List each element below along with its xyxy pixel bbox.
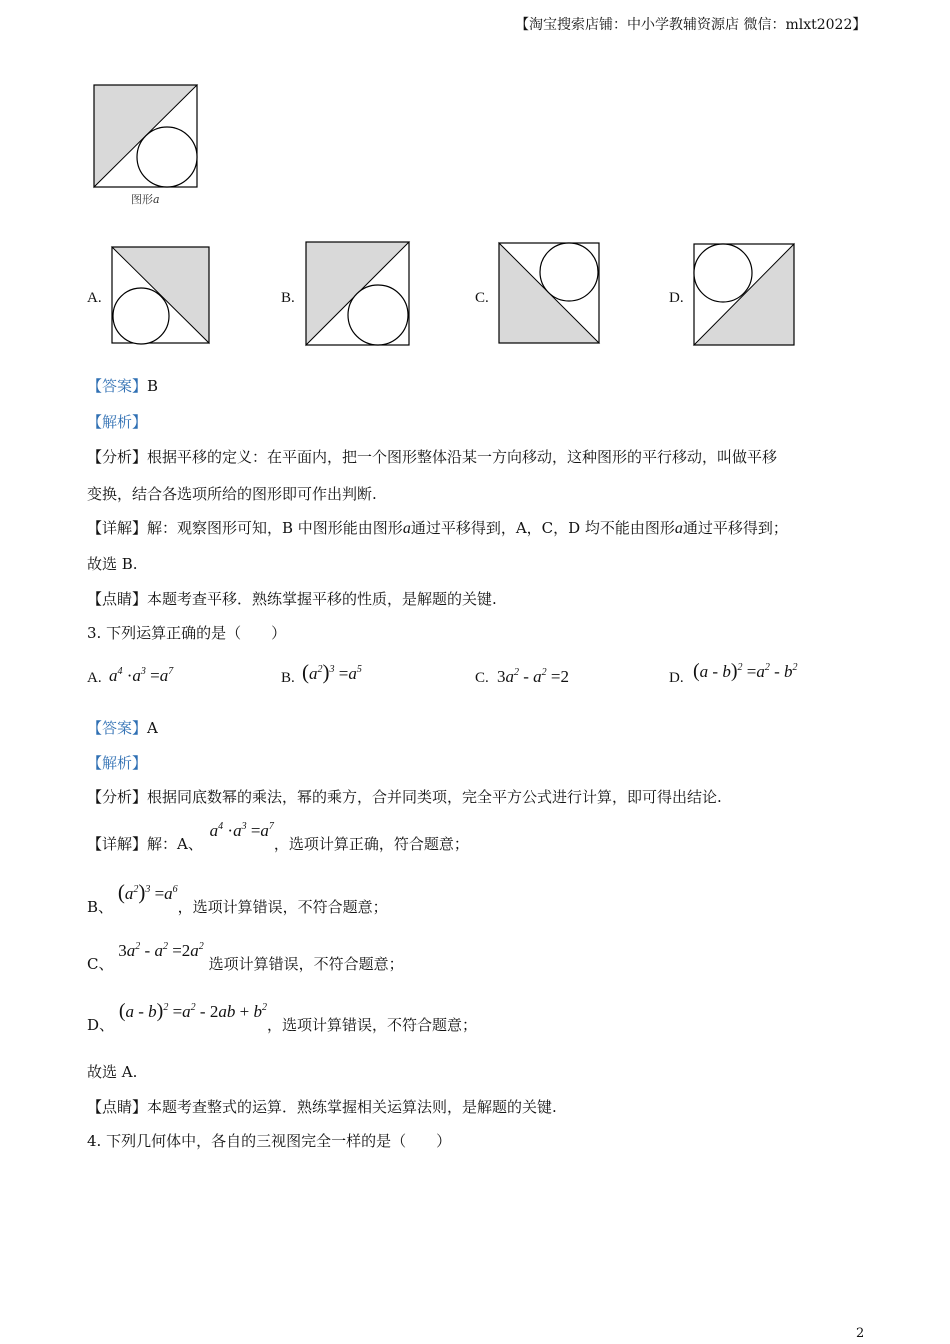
page-number: 2 (856, 1326, 865, 1341)
xiangjie-a-prefix: 解：A、 (147, 835, 203, 853)
xiangjie-tag: 【详解】 (87, 835, 148, 853)
xiangjie-b-formula: $(a^2)^3 =a^6$ (117, 880, 178, 904)
b-prefix: B、 (87, 898, 114, 916)
fenxi-text: 根据平移的定义：在平面内，把一个图形整体沿某一方向移动，这种图形的平行移动，叫做平移 (147, 448, 778, 466)
xiangjie-part2: 通过平移得到，A，C，D 均不能由图形 (410, 519, 675, 537)
q3-xiangjie-c (87, 940, 404, 973)
option-c-circle (540, 243, 598, 301)
q3-dianjing (87, 1096, 557, 1117)
q2-dianjing (87, 588, 497, 609)
fenxi-tag: 【分析】 (87, 448, 148, 466)
option-c-figure (498, 242, 601, 345)
q3-option-b-label: B. (281, 670, 295, 686)
figure-a (93, 84, 199, 189)
xiangjie-a-suffix: ，选项计算正确，符合题意； (273, 835, 469, 853)
q3-option-a-formula: $a^4 \cdot a^3 =a^7$ (109, 666, 174, 685)
option-b-figure (305, 241, 411, 347)
figure-a-circle (137, 127, 197, 187)
dianjing-text: 本题考查整式的运算．熟练掌握相关运算法则，是解题的关键. (147, 1098, 557, 1116)
page-header: 【淘宝搜索店铺：中小学教辅资源店 微信：mlxt2022】 (515, 17, 867, 33)
option-a-label: A. (87, 290, 102, 306)
q3-option-d-label: D. (669, 670, 684, 686)
d-suffix: ，选项计算错误，不符合题意； (266, 1016, 477, 1034)
answer-tag: 【答案】 (87, 719, 148, 737)
xiangjie-d-formula: $(a - b)^2 =a^2 - 2ab + b^2$ (118, 1000, 267, 1022)
q3-xiangjie-b (87, 880, 388, 916)
option-d-figure (693, 243, 797, 347)
q2-xiangjie-line (87, 517, 788, 538)
dianjing-tag: 【点睛】 (87, 1098, 148, 1116)
q3-option-c-formula: $3a^2 - a^2 =2$ (497, 667, 570, 686)
xiangjie-tag: 【详解】 (87, 519, 148, 537)
q3-analysis-tag: 【解析】 (87, 754, 148, 772)
option-a-figure (111, 246, 211, 346)
q3-option-d-formula: $(a - b)^2 =a^2 - b^2$ (693, 660, 798, 682)
q4-question: 4. 下列几何体中，各自的三视图完全一样的是（ ） (87, 1132, 452, 1150)
answer-value: B (147, 377, 159, 395)
fenxi-tag: 【分析】 (87, 788, 148, 806)
q3-option-a-label: A. (87, 670, 102, 686)
option-b-circle (348, 285, 408, 345)
c-suffix: 选项计算错误，不符合题意； (208, 955, 404, 973)
q3-question: 3. 下列运算正确的是（ ） (87, 624, 287, 642)
option-d-circle (694, 244, 752, 302)
xiangjie-part1: 解：观察图形可知，B 中图形能由图形 (147, 519, 403, 537)
fenxi-text: 根据同底数幂的乘法，幂的乘方，合并同类项，完全平方公式进行计算，即可得出结论. (147, 788, 722, 806)
q2-fenxi-line2: 变换，结合各选项所给的图形即可作出判断. (87, 485, 377, 503)
xiangjie-c-formula: $3a^2 - a^2 =2a^2$ (118, 941, 204, 960)
c-prefix: C、 (87, 955, 114, 973)
q3-option-b-formula: $(a^2)^3 =a^5$ (302, 660, 362, 684)
q3-xiangjie-d (87, 1000, 477, 1034)
answer-tag: 【答案】 (87, 377, 148, 395)
option-a-circle (113, 288, 169, 344)
option-d-label: D. (669, 290, 684, 306)
q2-analysis-tag: 【解析】 (87, 413, 148, 431)
figure-a-caption (131, 191, 160, 207)
option-c-label: C. (475, 290, 489, 306)
q2-fenxi-line1 (87, 446, 777, 467)
caption-text: 图形 (131, 193, 153, 206)
q2-answer-line (87, 375, 158, 396)
q3-fenxi (87, 786, 722, 807)
q3-answer-line (87, 717, 158, 738)
dianjing-tag: 【点睛】 (87, 590, 148, 608)
xiangjie-var-2: a (674, 520, 683, 537)
q3-choose: 故选 A. (87, 1063, 138, 1081)
option-b-label: B. (281, 290, 295, 306)
q2-choose: 故选 B. (87, 555, 138, 573)
q3-option-c-label: C. (475, 670, 489, 686)
xiangjie-var-1: a (402, 520, 411, 537)
d-prefix: D、 (87, 1016, 115, 1034)
caption-var: a (153, 193, 160, 206)
answer-value: A (147, 719, 158, 737)
dianjing-text: 本题考查平移．熟练掌握平移的性质，是解题的关键. (147, 590, 497, 608)
xiangjie-a-formula: $a^4 \cdot a^3 =a^7$ (209, 821, 274, 840)
q3-xiangjie-a (87, 820, 469, 853)
xiangjie-part3: 通过平移得到； (682, 519, 788, 537)
b-suffix: ，选项计算错误，不符合题意； (177, 898, 388, 916)
